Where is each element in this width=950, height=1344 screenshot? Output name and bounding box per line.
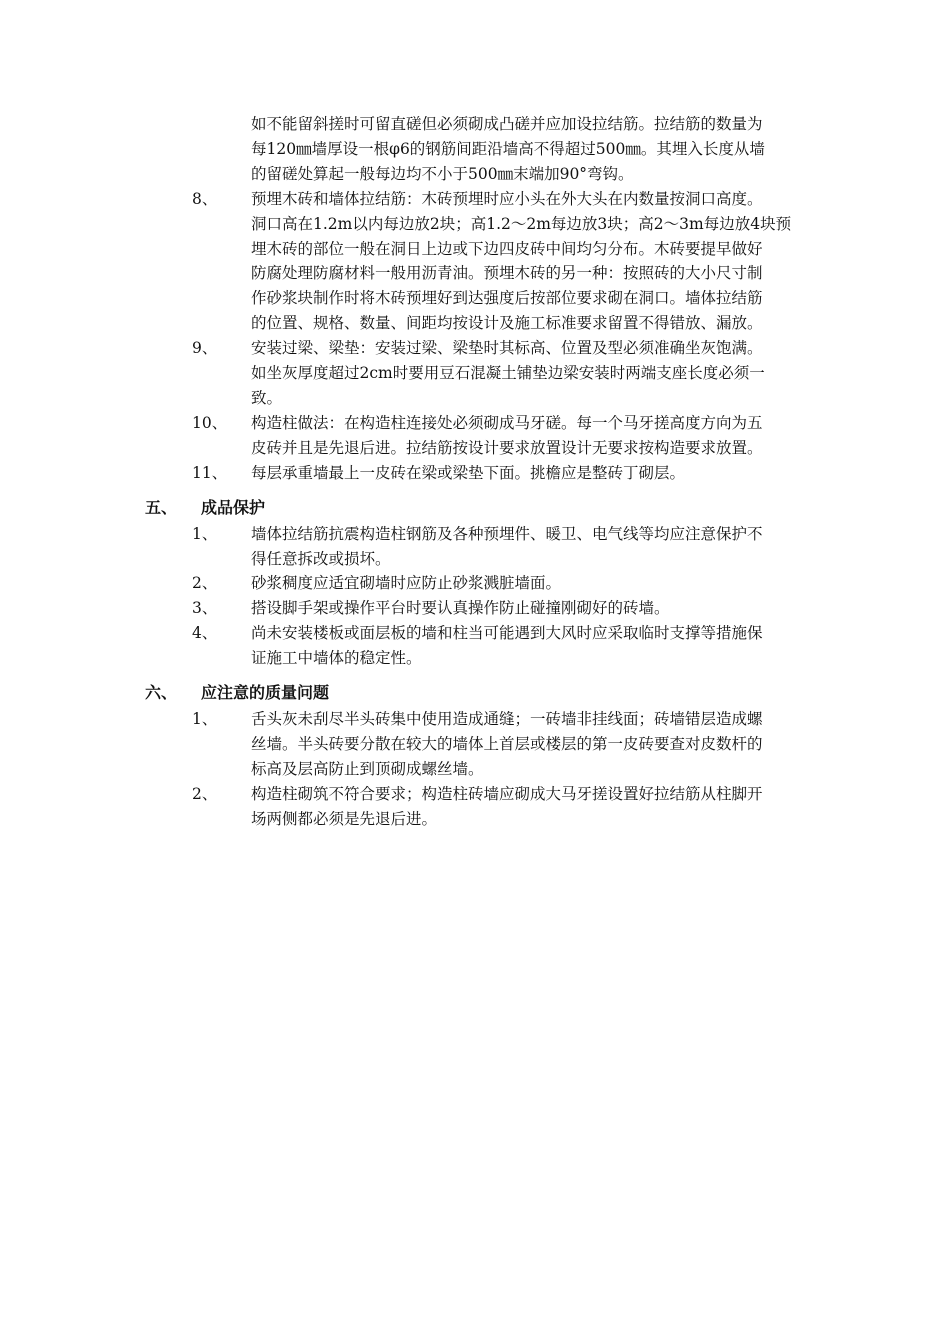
list-item bbox=[0, 621, 950, 671]
list-item-line: 皮砖并且是先退后进。拉结筋按设计要求放置设计无要求按构造要求放置。 bbox=[251, 438, 763, 457]
section-heading bbox=[0, 486, 950, 522]
paragraph-line: 的留磋处算起一般每边均不小于500㎜末端加90°弯钩。 bbox=[251, 164, 634, 183]
section-number: 五、 bbox=[145, 497, 178, 517]
list-item-line: 丝墙。半头砖要分散在较大的墙体上首层或楼层的第一皮砖要查对皮数杆的 bbox=[251, 734, 763, 753]
list-item-10 bbox=[0, 411, 950, 461]
list-item-line: 的位置、规格、数量、间距均按设计及施工标准要求留置不得错放、漏放。 bbox=[251, 314, 763, 333]
list-item-line: 得任意拆改或损坏。 bbox=[251, 549, 391, 568]
paragraph-line: 每120㎜墙厚设一根φ6的钢筋间距沿墙高不得超过500㎜。其埋入长度从墙 bbox=[251, 139, 765, 158]
list-item-line: 舌头灰未刮尽半头砖集中使用造成通缝；一砖墙非挂线面；砖墙错层造成螺 bbox=[251, 710, 763, 729]
list-item-line: 埋木砖的部位一般在洞日上边或下边四皮砖中间均匀分布。木砖要提早做好 bbox=[251, 239, 763, 258]
list-item bbox=[0, 596, 950, 621]
list-item-number: 8、 bbox=[192, 189, 218, 208]
list-item-line: 预埋木砖和墙体拉结筋：木砖预埋时应小头在外大头在内数量按洞口高度。 bbox=[251, 189, 763, 208]
list-item-line: 墙体拉结筋抗震构造柱钢筋及各种预埋件、暖卫、电气线等均应注意保护不 bbox=[251, 524, 763, 543]
list-item-line: 作砂浆块制作时将木砖预埋好到达强度后按部位要求砌在洞口。墙体拉结筋 bbox=[251, 289, 763, 308]
list-item-number: 4、 bbox=[192, 624, 218, 643]
list-item-line: 致。 bbox=[251, 388, 283, 407]
list-item-number: 1、 bbox=[192, 524, 218, 543]
section-number: 六、 bbox=[145, 683, 178, 703]
list-item-number: 1、 bbox=[192, 710, 218, 729]
list-item-number: 10、 bbox=[192, 413, 228, 432]
list-item-8 bbox=[0, 187, 950, 336]
section-heading bbox=[0, 671, 950, 707]
list-item-9 bbox=[0, 336, 950, 411]
section-title: 成品保护 bbox=[201, 497, 266, 517]
list-item-line: 安装过梁、梁垫：安装过梁、梁垫时其标高、位置及型必须准确坐灰饱满。 bbox=[251, 339, 763, 358]
list-item-line: 砂浆稠度应适宜砌墙时应防止砂浆溅脏墙面。 bbox=[251, 574, 562, 593]
list-item-number: 11、 bbox=[192, 463, 228, 482]
list-item-number: 9、 bbox=[192, 339, 218, 358]
list-item-line: 证施工中墙体的稳定性。 bbox=[251, 649, 422, 668]
list-item-11 bbox=[0, 461, 950, 486]
list-item-line: 洞口高在1.2m以内每边放2块；高1.2～2m每边放3块；高2～3m每边放4块预 bbox=[251, 214, 792, 233]
list-item-line: 如坐灰厚度超过2cm时要用豆石混凝土铺垫边梁安装时两端支座长度必须一 bbox=[251, 364, 765, 383]
list-item bbox=[0, 782, 950, 832]
continued-paragraph bbox=[251, 112, 950, 187]
list-item-line: 防腐处理防腐材料一般用沥青油。预埋木砖的另一种：按照砖的大小尺寸制 bbox=[251, 264, 763, 283]
list-item-line: 构造柱做法：在构造柱连接处必须砌成马牙磋。每一个马牙搓高度方向为五 bbox=[251, 413, 763, 432]
list-item-number: 2、 bbox=[192, 574, 218, 593]
document-body bbox=[0, 112, 950, 832]
list-item-number: 2、 bbox=[192, 784, 218, 803]
list-item-line: 搭设脚手架或操作平台时要认真操作防止碰撞刚砌好的砖墙。 bbox=[251, 599, 670, 618]
list-item-line: 构造柱砌筑不符合要求；构造柱砖墙应砌成大马牙搓设置好拉结筋从柱脚开 bbox=[251, 784, 763, 803]
list-item-line: 尚未安装楼板或面层板的墙和柱当可能遇到大风时应采取临时支撑等措施保 bbox=[251, 624, 763, 643]
list-item bbox=[0, 522, 950, 572]
list-item bbox=[0, 707, 950, 782]
list-item-line: 标高及层高防止到顶砌成螺丝墙。 bbox=[251, 759, 484, 778]
section-title: 应注意的质量问题 bbox=[201, 683, 330, 703]
list-item bbox=[0, 571, 950, 596]
paragraph-line: 如不能留斜搓时可留直磋但必须砌成凸磋并应加设拉结筋。拉结筋的数量为 bbox=[251, 115, 763, 133]
list-item-line: 每层承重墙最上一皮砖在梁或梁垫下面。挑檐应是整砖丁砌层。 bbox=[251, 463, 686, 482]
list-item-number: 3、 bbox=[192, 599, 218, 618]
list-item-line: 场两侧都必须是先退后进。 bbox=[251, 809, 438, 828]
